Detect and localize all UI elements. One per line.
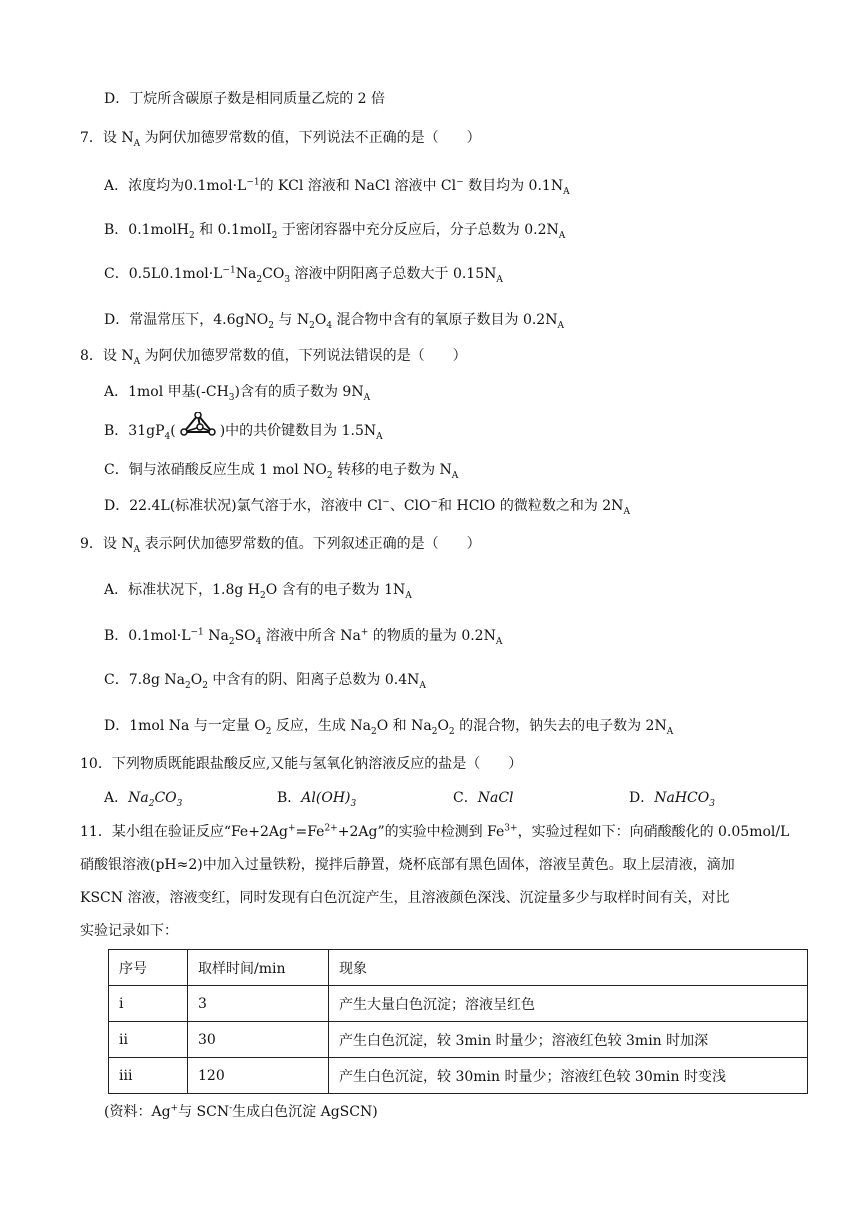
- option-text: 1mol 甲基(-CH: [128, 384, 229, 400]
- stem-text: +2Ag”的实验中检测到 Fe: [337, 824, 505, 840]
- subscript: A: [451, 470, 459, 481]
- q8-option-c: [104, 460, 458, 480]
- option-text: 中含有的阴、阳离子总数为 0.4N: [207, 672, 420, 688]
- subscript: 2: [431, 726, 438, 737]
- q8-option-b: [104, 420, 383, 442]
- superscript: 3+: [504, 823, 518, 834]
- option-text: Na: [203, 628, 229, 644]
- question-number: 8．: [80, 348, 103, 364]
- table-cell: 产生白色沉淀，较 3min 时量少；溶液红色较 3min 时加深: [329, 1022, 808, 1058]
- question-number: 9．: [80, 536, 103, 552]
- table-cell: 3: [188, 986, 329, 1022]
- q6-option-d: [104, 89, 385, 109]
- subscript: 4: [164, 431, 171, 442]
- subscript: 3: [228, 392, 235, 403]
- option-text: 混合物中含有的氧原子数目为 0.2N: [332, 312, 558, 328]
- option-text: 浓度均为: [128, 178, 185, 194]
- stem-text: 下列物质既能跟盐酸反应,又能与氢氧化钠溶液反应的盐是（ ）: [111, 756, 523, 772]
- option-text: O: [190, 672, 203, 688]
- option-text: O: [437, 718, 449, 734]
- table-header: 取样时间/min: [188, 950, 329, 986]
- option-text: SO: [234, 628, 256, 644]
- subscript: A: [376, 431, 383, 442]
- option-text: 31gP: [128, 423, 165, 439]
- superscript: +: [287, 823, 296, 834]
- stem-text: KSCN 溶液，溶液变红，同时发现有白色沉淀产生，且溶液颜色深浅、沉淀量多少与取样时间有关，对比: [80, 890, 730, 906]
- subscript: 2: [188, 230, 195, 241]
- subscript: A: [666, 726, 674, 737]
- table-header: 序号: [109, 950, 188, 986]
- subscript: 3: [284, 274, 291, 285]
- stem-text: 实验记录如下：: [80, 923, 178, 939]
- subscript: A: [133, 356, 141, 367]
- superscript: +: [170, 1103, 179, 1114]
- q9-option-d: [104, 716, 673, 736]
- stem-text: 硝酸银溶液(pH≈2)中加入过量铁粉，搅拌后静置，烧杯底部有黑色固体，溶液呈黄色。取上层清液，滴加: [80, 857, 735, 873]
- stem-text: 表示阿伏加德罗常数的值。下列叙述正确的是（ ）: [140, 536, 481, 552]
- subscript: A: [363, 392, 371, 403]
- question-11-line-4: [80, 921, 178, 941]
- option-text: CO: [262, 266, 285, 282]
- question-11-line-2: [80, 855, 735, 875]
- option-label: C．: [104, 672, 129, 688]
- q7-option-b: [104, 220, 565, 240]
- subscript: A: [419, 680, 426, 691]
- q7-option-d: [104, 310, 564, 330]
- subscript: A: [133, 544, 141, 555]
- note-text: (资料：Ag: [104, 1104, 171, 1120]
- q10-option-b: [277, 788, 356, 808]
- subscript: 4: [255, 636, 262, 647]
- option-label: D．: [104, 312, 130, 328]
- subscript: 2: [185, 680, 191, 691]
- stem-text: 设 N: [102, 130, 134, 146]
- stem-text: 为阿伏加德罗常数的值，下列说法错误的是（ ）: [140, 348, 467, 364]
- option-label: A．: [104, 582, 129, 598]
- subscript: 2: [202, 680, 208, 691]
- option-text: 溶液中阴阳离子总数大于 0.15N: [290, 266, 497, 282]
- question-11-line-3: [80, 888, 729, 908]
- option-text: 于密闭容器中充分反应后，分子总数为 0.2N: [277, 222, 559, 238]
- table-row: [109, 1022, 808, 1058]
- subscript: A: [405, 590, 412, 601]
- superscript: −1: [222, 265, 236, 276]
- option-text: )中的共价键数目为 1.5N: [219, 423, 377, 439]
- superscript: −: [456, 177, 464, 188]
- superscript: −: [382, 497, 390, 508]
- subscript: A: [133, 138, 141, 149]
- subscript: 2: [228, 636, 235, 647]
- option-label: B．: [104, 628, 129, 644]
- subscript: 2: [268, 320, 274, 331]
- option-text: 0.1mol·L: [184, 178, 247, 194]
- option-text: O: [314, 312, 327, 328]
- option-text: Na: [235, 266, 257, 282]
- option-label: D．: [104, 498, 130, 514]
- option-label: C．: [453, 790, 478, 806]
- option-text: 的物质的量为 0.2N: [368, 628, 496, 644]
- table-header: 现象: [329, 950, 808, 986]
- option-text: 的混合物，钠失去的电子数为 2N: [454, 718, 667, 734]
- experiment-table: [108, 949, 808, 1094]
- option-label: B．: [104, 222, 129, 238]
- question-9-stem: [80, 534, 481, 554]
- option-text: 常温常压下，4.6gNO: [129, 312, 269, 328]
- option-text: 转移的电子数为 N: [332, 462, 452, 478]
- option-text: 、ClO: [389, 498, 431, 514]
- question-7-stem: [80, 128, 481, 148]
- subscript: A: [563, 186, 570, 197]
- subscript: 4: [326, 320, 333, 331]
- stem-text: ，实验过程如下：向硝酸酸化的 0.05mol/L: [517, 824, 790, 840]
- q9-option-a: [104, 580, 412, 600]
- option-label: B．: [104, 423, 129, 439]
- option-label: D．: [104, 91, 130, 107]
- superscript: 2+: [324, 823, 338, 834]
- option-label: A．: [104, 384, 129, 400]
- option-text: Na: [128, 790, 149, 806]
- option-text: NaCl: [477, 790, 514, 806]
- superscript: −1: [246, 177, 260, 188]
- stem-text: 为阿伏加德罗常数的值，下列说法不正确的是（ ）: [140, 130, 481, 146]
- subscript: 2: [265, 726, 272, 737]
- table-row: [109, 1058, 808, 1094]
- table-cell: 30: [188, 1022, 329, 1058]
- table-cell: ii: [109, 1022, 188, 1058]
- option-label: B．: [277, 790, 302, 806]
- q8-option-a: [104, 382, 370, 402]
- subscript: 2: [260, 590, 266, 601]
- note-text: 生成白色沉淀 AgSCN): [232, 1104, 378, 1120]
- q9-option-c: [104, 670, 426, 690]
- option-label: A．: [104, 790, 129, 806]
- subscript: 2: [271, 230, 278, 241]
- table-cell: iii: [109, 1058, 188, 1094]
- superscript: +: [360, 627, 369, 638]
- option-text: 铜与浓硝酸反应生成 1 mol NO: [128, 462, 327, 478]
- option-text: 7.8g Na: [128, 672, 185, 688]
- option-text: 和 HClO 的微粒数之和为 2N: [438, 498, 624, 514]
- table-row: [109, 986, 808, 1022]
- question-number: 11．: [80, 824, 112, 840]
- option-text: 0.1molH: [128, 222, 189, 238]
- table-header-row: [109, 950, 808, 986]
- q10-option-a: [104, 788, 182, 808]
- question-number: 7．: [80, 130, 103, 146]
- option-text: Al(OH): [301, 790, 351, 806]
- stem-text: 设 N: [102, 536, 134, 552]
- option-text: O 含有的电子数为 1N: [265, 582, 406, 598]
- subscript: A: [623, 506, 630, 517]
- option-text: NaHCO: [654, 790, 710, 806]
- superscript: −1: [190, 627, 204, 638]
- option-text: 22.4L(标准状况)氯气溶于水，溶液中 Cl: [129, 498, 383, 514]
- q7-option-c: [104, 264, 503, 284]
- q10-option-c: [453, 788, 514, 808]
- subscript: A: [496, 274, 503, 285]
- option-label: D．: [629, 790, 655, 806]
- option-text: 和 0.1molI: [194, 222, 272, 238]
- option-text: 标准状况下，1.8g H: [128, 582, 261, 598]
- subscript: 3: [350, 798, 357, 809]
- stem-text: 某小组在验证反应“Fe+2Ag: [111, 824, 288, 840]
- table-cell: 产生白色沉淀，较 30min 时量少；溶液红色较 30min 时变浅: [329, 1058, 808, 1094]
- question-number: 10．: [80, 756, 112, 772]
- q8-option-d: [104, 496, 630, 516]
- question-10-stem: [80, 754, 522, 774]
- subscript: 2: [148, 798, 155, 809]
- subscript: 2: [309, 320, 315, 331]
- option-text: 反应，生成 Na: [271, 718, 371, 734]
- option-label: C．: [104, 266, 129, 282]
- subscript: 2: [448, 726, 455, 737]
- option-label: C．: [104, 462, 129, 478]
- q10-option-d: [629, 788, 715, 808]
- stem-text: =Fe: [295, 824, 325, 840]
- note-text: 与 SCN: [178, 1104, 230, 1120]
- option-text: 1mol Na 与一定量 O: [129, 718, 266, 734]
- option-text: 数目均为 0.1N: [463, 178, 564, 194]
- option-text: 0.5L0.1mol·L: [128, 266, 223, 282]
- table-cell: i: [109, 986, 188, 1022]
- subscript: A: [558, 230, 566, 241]
- option-text: (: [170, 423, 176, 439]
- option-text: 的 KCl 溶液和 NaCl 溶液中 Cl: [259, 178, 457, 194]
- subscript: A: [557, 320, 564, 331]
- subscript: 2: [370, 726, 377, 737]
- table-cell: 120: [188, 1058, 329, 1094]
- stem-text: 设 N: [102, 348, 134, 364]
- subscript: 2: [326, 470, 333, 481]
- option-text: CO: [154, 790, 177, 806]
- superscript: −: [430, 497, 439, 508]
- option-text: O 和 Na: [376, 718, 432, 734]
- table-cell: 产生大量白色沉淀；溶液呈红色: [329, 986, 808, 1022]
- p4-molecule-icon: [178, 412, 218, 442]
- option-label: A．: [104, 178, 129, 194]
- option-text: 0.1mol·L: [128, 628, 191, 644]
- option-text: 丁烷所含碳原子数是相同质量乙烷的 2 倍: [129, 91, 386, 107]
- subscript: 3: [709, 798, 715, 809]
- q9-option-b: [104, 626, 502, 646]
- subscript: 2: [256, 274, 263, 285]
- q7-option-a: [104, 176, 570, 196]
- option-text: 与 N: [273, 312, 310, 328]
- question-11-line-1: [80, 822, 789, 842]
- superscript: -: [229, 1103, 233, 1114]
- subscript: A: [495, 636, 503, 647]
- option-label: D．: [104, 718, 130, 734]
- option-text: 溶液中所含 Na: [261, 628, 361, 644]
- reference-note: [104, 1102, 378, 1122]
- subscript: 3: [176, 798, 183, 809]
- question-8-stem: [80, 346, 467, 366]
- option-text: )含有的质子数为 9N: [234, 384, 364, 400]
